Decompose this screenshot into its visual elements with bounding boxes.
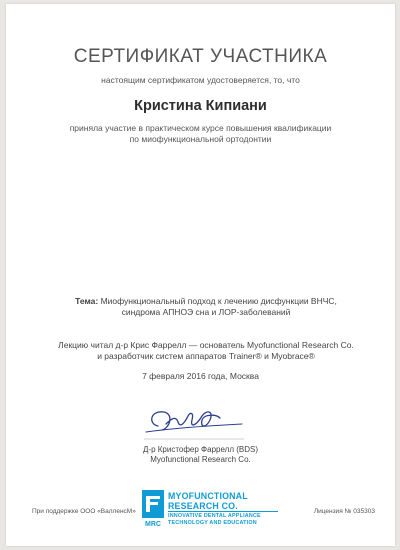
participation-text (6, 123, 395, 145)
logo-brand-line-2: RESEARCH CO. (168, 501, 238, 511)
signature-image (144, 402, 244, 440)
topic-line-2: синдрома АПНОЭ сна и ЛОР-заболеваний (121, 307, 291, 317)
support-text: При поддержке ООО «ВалленсМ» (32, 508, 136, 515)
participation-line-2: по миофункциональной ортодонтии (129, 134, 272, 144)
mrc-logo-mark (142, 490, 164, 528)
lecturer-info (36, 340, 376, 362)
logo-divider (168, 511, 278, 512)
certificate-date: 7 февраля 2016 года, Москва (142, 371, 259, 381)
lecture-line-1: Лекцию читал д-р Крис Фаррелл — основатель Myofunctional Research Co. (58, 340, 354, 350)
logo-brand (168, 491, 248, 511)
topic-label: Тема: (75, 296, 99, 306)
certificate-subtitle: настоящим сертификатом удостоверяется, то, что (101, 75, 300, 85)
signer-organization: Myofunctional Research Co. (150, 455, 251, 464)
signer-name: Д-р Кристофер Фаррелл (BDS) (142, 445, 258, 454)
participant-name: Кристина Кипиани (134, 98, 267, 114)
certificate-title: СЕРТИФИКАТ УЧАСТНИКА (73, 46, 328, 67)
logo-tagline (168, 513, 261, 526)
course-topic (46, 296, 366, 318)
lecture-line-2: и разработчик систем аппаратов Trainer® и Myobrace® (97, 351, 315, 361)
signer-block (6, 445, 395, 465)
mrc-logo-mark-text: MRC (145, 521, 161, 528)
logo-tag-line-1: INNOVATIVE DENTAL APPLIANCE (168, 513, 261, 519)
topic-line-1 (46, 296, 366, 307)
topic-text-1: Миофункциональный подход к лечению дисфункции ВНЧС, (98, 296, 337, 306)
logo-brand-line-1: MYOFUNCTIONAL (168, 491, 248, 501)
participation-line-1: приняла участие в практическом курсе повышения квалификации (69, 123, 332, 133)
logo-tag-line-2: TECHNOLOGY AND EDUCATION (168, 519, 257, 526)
license-number: Лицензия № 035303 (313, 508, 375, 515)
mrc-logo (142, 490, 282, 530)
certificate-page (6, 4, 395, 546)
